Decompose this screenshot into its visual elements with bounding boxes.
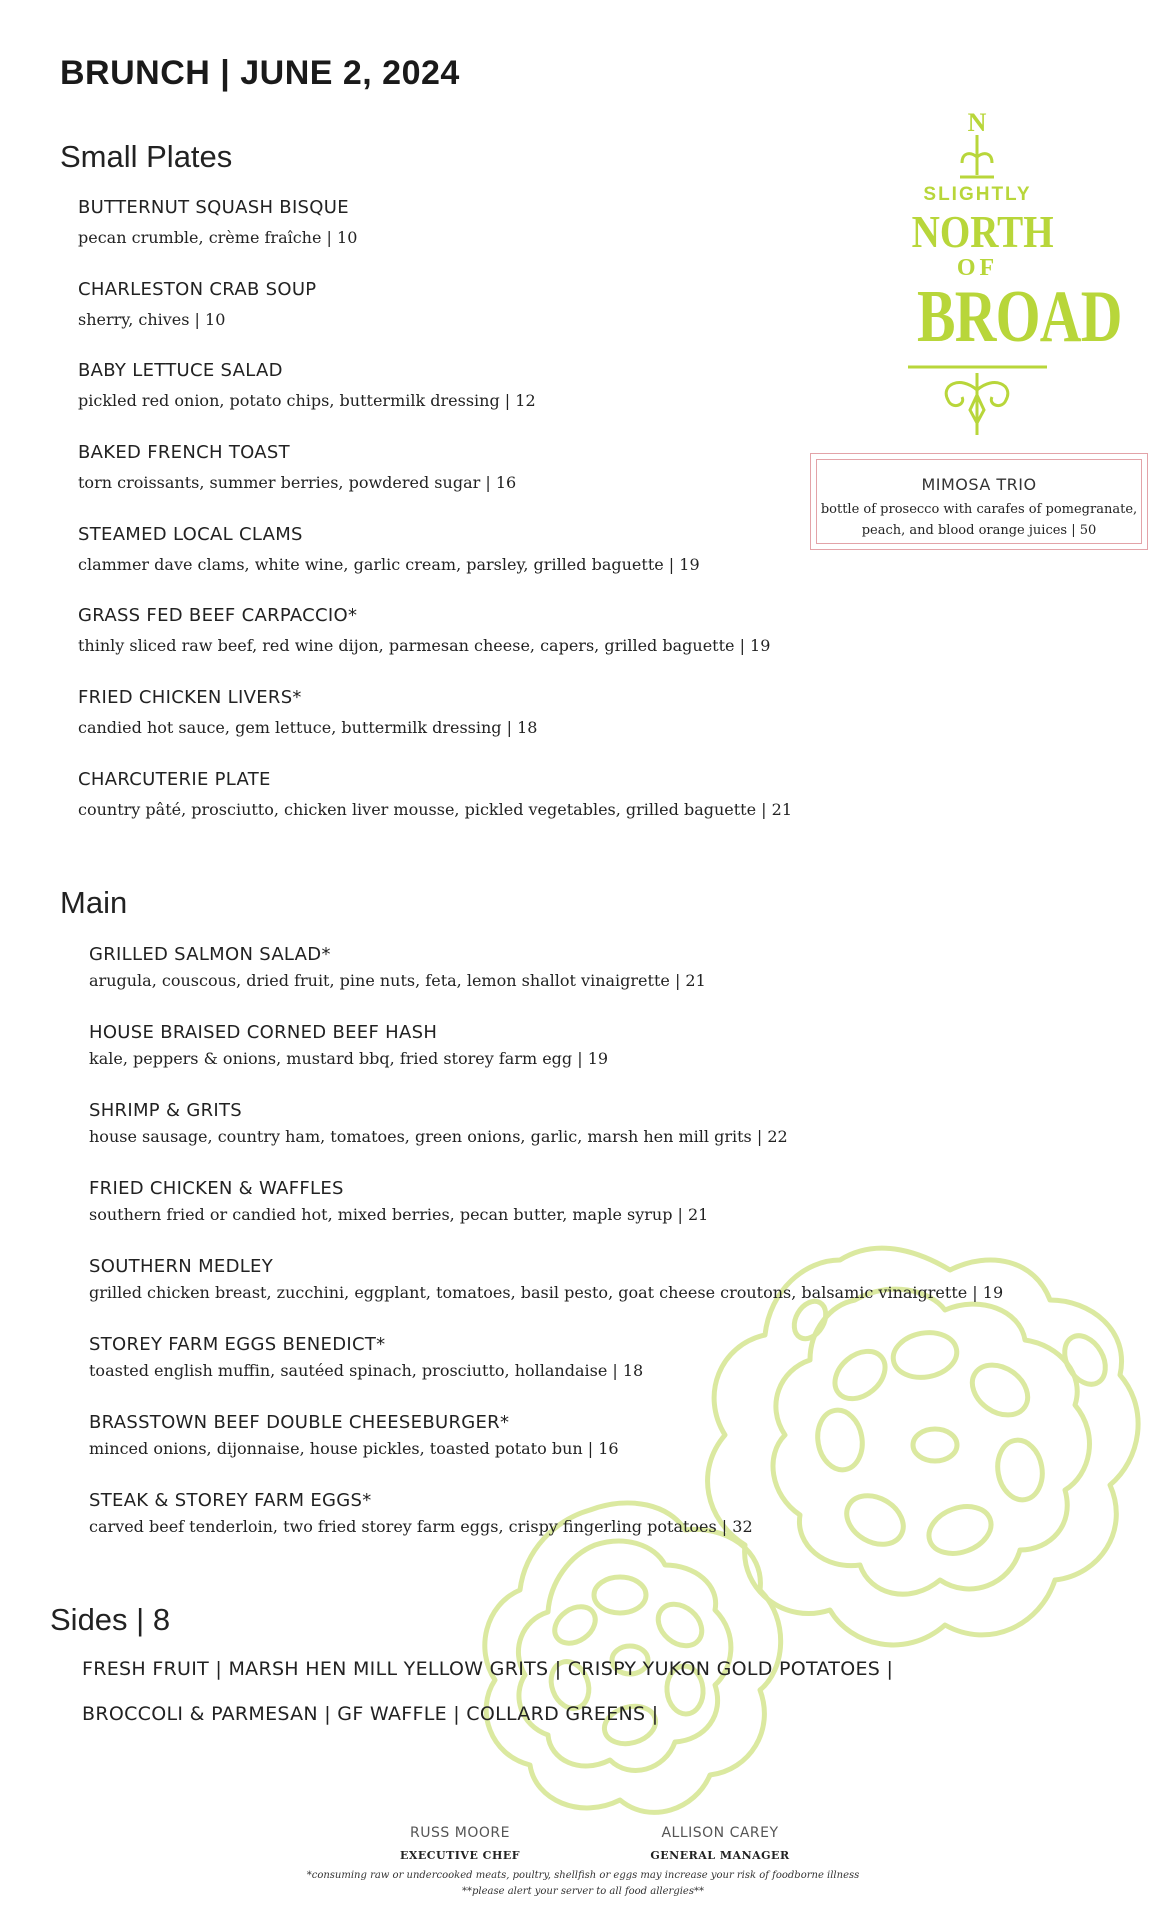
logo-compass-n: N — [967, 108, 987, 137]
menu-item — [89, 1333, 1003, 1411]
item-name: CHARLESTON CRAB SOUP — [78, 278, 317, 300]
item-description: pecan crumble, crème fraîche | 10 — [78, 228, 358, 247]
logo-line-of: OF — [956, 255, 999, 281]
allergy-notice: **please alert your server to all food allergies** — [462, 1886, 704, 1897]
item-name: GRASS FED BEEF CARPACCIO* — [78, 605, 358, 627]
sides-list-row-2: BROCCOLI & PARMESAN | GF WAFFLE | COLLARD GREENS | — [82, 1703, 659, 1725]
item-description: country pâté, prosciutto, chicken liver mousse, pickled vegetables, grilled baguette | 21 — [78, 799, 792, 819]
item-name: GRILLED SALMON SALAD* — [89, 944, 331, 965]
gm-role: GENERAL MANAGER — [650, 1849, 790, 1862]
menu-item — [89, 1177, 1003, 1255]
page-title: BRUNCH | JUNE 2, 2024 — [60, 54, 460, 92]
item-description: house sausage, country ham, tomatoes, green onions, garlic, marsh hen mill grits | 22 — [89, 1127, 788, 1146]
section-title-sides: Sides | 8 — [50, 1602, 171, 1637]
item-name: CHARCUTERIE PLATE — [78, 768, 271, 790]
item-name: SOUTHERN MEDLEY — [89, 1256, 274, 1277]
main-list — [89, 943, 1003, 1567]
menu-item — [78, 523, 792, 605]
mimosa-trio-box — [810, 453, 1148, 550]
item-description: southern fried or candied hot, mixed berries, pecan butter, maple syrup | 21 — [89, 1205, 709, 1224]
item-name: HOUSE BRAISED CORNED BEEF HASH — [89, 1022, 438, 1043]
item-description: clammer dave clams, white wine, garlic cream, parsley, grilled baguette | 19 — [78, 554, 700, 574]
raw-food-notice: *consuming raw or undercooked meats, poultry, shellfish or eggs may increase your risk of foodborne illness — [306, 1870, 860, 1881]
item-name: FRIED CHICKEN LIVERS* — [78, 687, 302, 709]
item-description: grilled chicken breast, zucchini, eggplant, tomatoes, basil pesto, goat cheese croutons, balsamic vinaigrette | 19 — [89, 1283, 1004, 1302]
mimosa-desc-line-1: bottle of prosecco with carafes of pomegranate, — [820, 502, 1138, 517]
section-title-small-plates: Small Plates — [60, 139, 233, 174]
restaurant-logo — [900, 105, 1122, 440]
menu-item — [78, 768, 792, 850]
menu-item — [89, 943, 1003, 1021]
menu-item — [89, 1489, 1003, 1567]
item-description: torn croissants, summer berries, powdered sugar | 16 — [78, 473, 517, 493]
item-description: thinly sliced raw beef, red wine dijon, parmesan cheese, capers, grilled baguette | 19 — [78, 636, 771, 656]
item-name: BAKED FRENCH TOAST — [78, 442, 290, 464]
item-description: pickled red onion, potato chips, buttermilk dressing | 12 — [78, 391, 536, 411]
menu-item — [89, 1255, 1003, 1333]
item-description: kale, peppers & onions, mustard bbq, fried storey farm egg | 19 — [89, 1049, 609, 1068]
logo-line-slightly: SLIGHTLY — [923, 184, 1032, 205]
staff-general-manager — [620, 1825, 820, 1862]
staff-executive-chef — [360, 1825, 560, 1862]
item-description: carved beef tenderloin, two fried storey farm eggs, crispy fingerling potatoes | 32 — [89, 1517, 753, 1536]
menu-item — [78, 196, 792, 278]
small-plates-list — [78, 196, 792, 850]
gm-name: ALLISON CAREY — [661, 1825, 779, 1841]
menu-item — [78, 359, 792, 441]
item-name: SHRIMP & GRITS — [89, 1100, 243, 1121]
item-description: arugula, couscous, dried fruit, pine nuts, feta, lemon shallot vinaigrette | 21 — [89, 971, 706, 990]
item-name: BABY LETTUCE SALAD — [78, 360, 283, 382]
mimosa-title: MIMOSA TRIO — [921, 475, 1037, 494]
item-name: BUTTERNUT SQUASH BISQUE — [78, 197, 349, 218]
chef-role: EXECUTIVE CHEF — [399, 1849, 521, 1862]
item-name: STEAK & STOREY FARM EGGS* — [89, 1490, 372, 1511]
menu-item — [78, 604, 792, 686]
item-description: minced onions, dijonnaise, house pickles, toasted potato bun | 16 — [89, 1439, 619, 1458]
item-name: STEAMED LOCAL CLAMS — [78, 523, 303, 545]
chef-name: RUSS MOORE — [410, 1825, 510, 1841]
item-description: toasted english muffin, sautéed spinach, prosciutto, hollandaise | 18 — [89, 1361, 644, 1380]
logo-line-north: NORTH — [911, 206, 1054, 257]
sides-list-row-1: FRESH FRUIT | MARSH HEN MILL YELLOW GRITS | CRISPY YUKON GOLD POTATOES | — [82, 1658, 894, 1680]
menu-item — [78, 686, 792, 768]
mimosa-description — [811, 499, 1147, 541]
menu-item — [78, 441, 792, 523]
item-name: BRASSTOWN BEEF DOUBLE CHEESEBURGER* — [89, 1412, 510, 1433]
menu-item — [78, 278, 792, 360]
menu-item — [89, 1099, 1003, 1177]
mimosa-desc-line-2: peach, and blood orange juices | 50 — [861, 523, 1097, 538]
section-title-main: Main — [60, 885, 128, 920]
item-name: FRIED CHICKEN & WAFFLES — [89, 1178, 344, 1199]
item-name: STOREY FARM EGGS BENEDICT* — [89, 1334, 386, 1355]
item-description: sherry, chives | 10 — [78, 309, 226, 329]
item-description: candied hot sauce, gem lettuce, buttermilk dressing | 18 — [78, 718, 538, 738]
logo-line-broad: BROAD — [917, 276, 1122, 358]
menu-item — [89, 1021, 1003, 1099]
menu-item — [89, 1411, 1003, 1489]
